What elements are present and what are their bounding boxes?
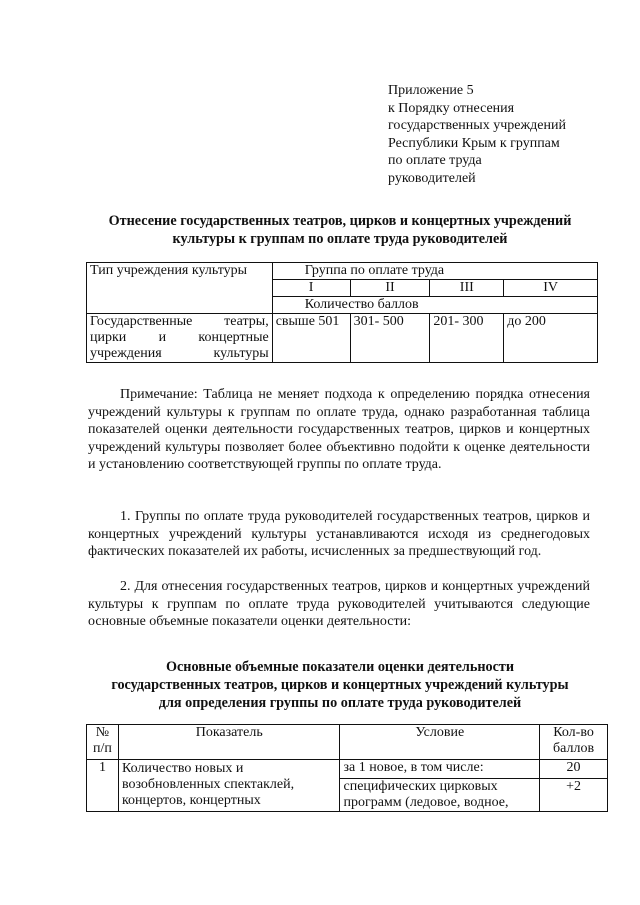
row-points-1: 20 [540,760,608,779]
value-1: свыше 501 [272,314,350,363]
row-type: Государственные театры, цирки и концертные учреждения культуры [87,314,273,363]
header-condition: Условие [340,725,540,760]
appendix-line: Республики Крым к группам [388,135,560,151]
appendix-line: по оплате труда [388,153,482,168]
appendix-line: руководителей [388,170,476,186]
header-indicator: Показатель [118,725,340,760]
title-line: Отнесение государственных театров, цирков и концертных учреждений [108,213,572,229]
item-2-paragraph: 2. Для отнесения государственных театров, цирков и концертных учреждений культуры к группам по оплате труда руководителей учитываются следующие основные объемные показатели оценки деятельности: [88,579,590,629]
title-line: для определения группы по оплате труда руководителей [158,695,522,711]
group-3: III [430,280,504,297]
appendix-line: Приложение 5 [388,83,474,98]
header-type: Тип учреждения культуры [87,263,273,314]
section-title-1 [60,212,620,248]
appendix-line: государственных учреждений [388,118,566,133]
header-num: № п/п [87,725,119,760]
header-points: Кол-во баллов [540,725,608,760]
item-1-paragraph: 1. Группы по оплате труда руководителей государственных театров, цирков и концертных учреждений культуры устанавливаются исходя из среднегодовых фактических показателей их работы, исчисленных за предшествующий год. [88,509,590,559]
title-line: культуры к группам по оплате труда руководителей [172,231,508,247]
row-num: 1 [87,760,119,812]
groups-table [86,262,598,363]
value-2: 301- 500 [350,314,430,363]
value-4: до 200 [504,314,598,363]
group-2: II [350,280,430,297]
title-line: Основные объемные показатели оценки деятельности [165,659,515,675]
appendix-line: к Порядку отнесения [388,100,515,116]
indicators-table [86,724,608,812]
row-condition-2: специфических цирковых программ (ледовое, водное, [340,779,540,812]
row-condition-1: за 1 новое, в том числе: [340,760,540,779]
points-label: Количество баллов [272,297,597,314]
row-indicator: Количество новых и возобновленных спектаклей, концертов, концертных [118,760,340,812]
appendix-block [388,82,566,187]
header-group: Группа по оплате труда [272,263,597,280]
title-line: государственных театров, цирков и концертных учреждений культуры [111,677,569,693]
row-points-2: +2 [540,779,608,812]
value-3: 201- 300 [430,314,504,363]
note-paragraph: Примечание: Таблица не меняет подхода к определению порядка отнесения учреждений культуры к группам по оплате труда, однако разработанная таблица показателей оценки деятельности государственных театров, цирков и концертных учреждений культуры позволяет более объективно подойти к оценке деятельности и установлению соответствующей группы по оплате труда. [88,387,590,472]
group-1: I [272,280,350,297]
section-title-2 [60,658,620,712]
group-4: IV [504,280,598,297]
